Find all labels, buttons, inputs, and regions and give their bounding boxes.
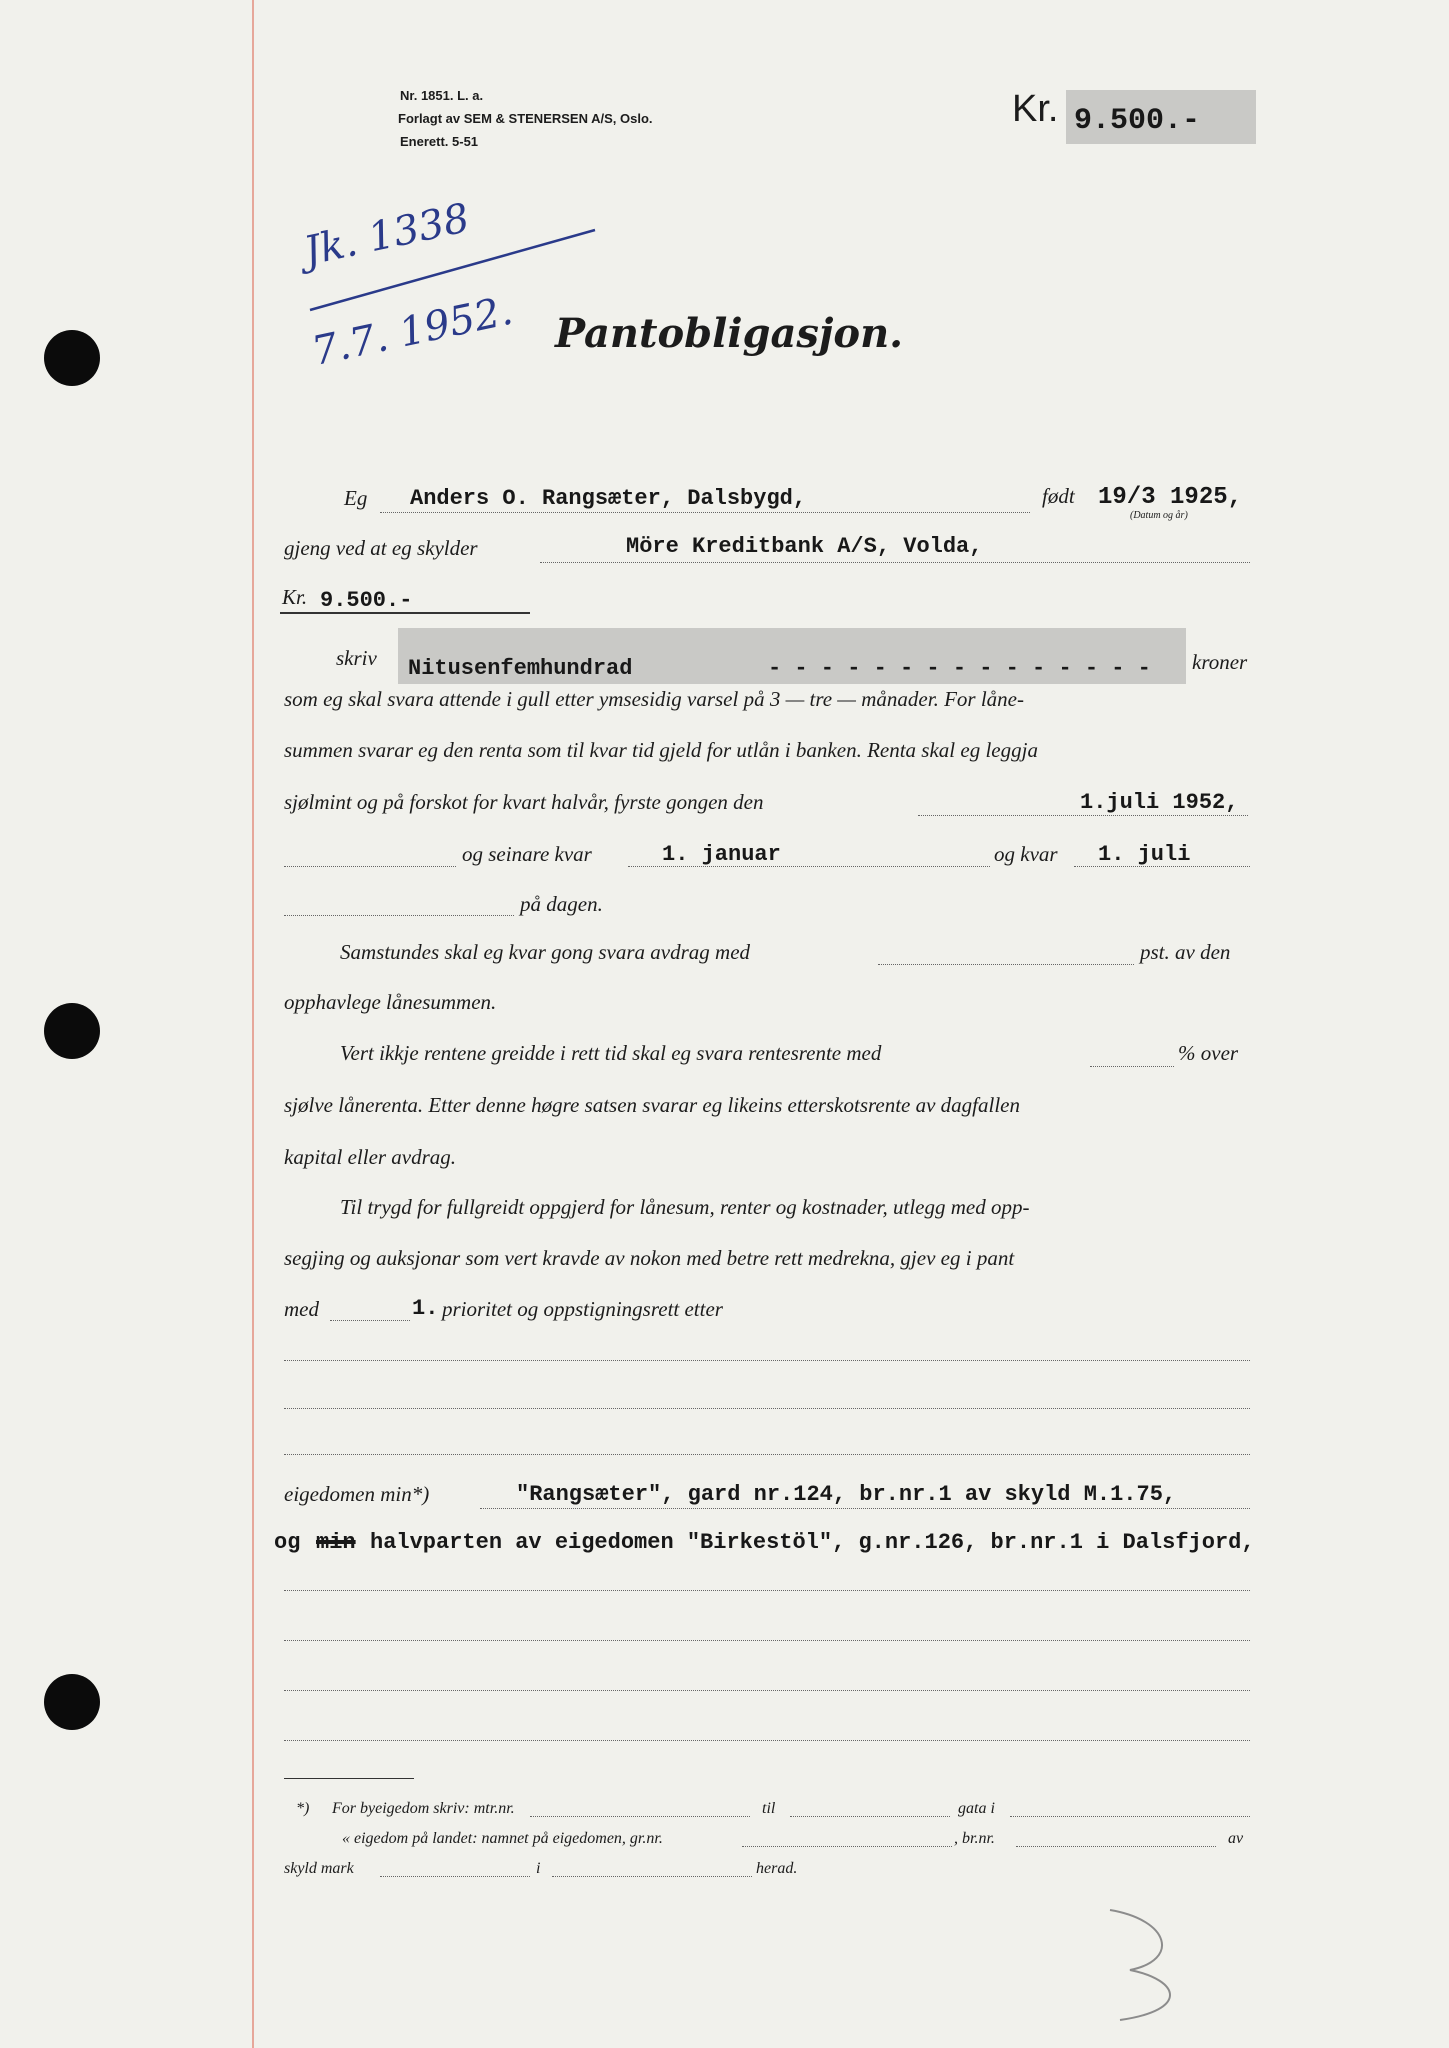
blank-rule	[284, 1454, 1250, 1455]
amount-prefix: Kr.	[282, 585, 308, 609]
interest-rule	[1090, 1066, 1174, 1067]
form-number: Nr. 1851. L. a.	[400, 88, 484, 103]
handwritten-date: 7.7. 1952.	[308, 287, 517, 375]
body-line-6a: Samstundes skal eg kvar gong svara avdrag med	[340, 940, 751, 964]
date-a: 1. januar	[662, 842, 781, 867]
footnote-line-1b: til	[762, 1800, 776, 1817]
handwritten-journal-number: Jk. 1338	[300, 195, 474, 275]
creditor-prefix: gjeng ved at eg skylder	[284, 536, 478, 560]
body-line-4b: og kvar	[994, 842, 1058, 866]
creditor-rule	[540, 562, 1250, 563]
debtor-name: Anders O. Rangsæter, Dalsbygd,	[410, 486, 807, 511]
blank-rule	[284, 1360, 1250, 1361]
body-line-7: opphavlege lånesummen.	[284, 990, 497, 1014]
footnote-rule	[790, 1816, 950, 1817]
installment-rule	[878, 964, 1134, 965]
property-rule-1	[480, 1508, 1250, 1509]
first-date-rule	[918, 815, 1248, 816]
blank-rule	[284, 1690, 1250, 1691]
publisher-line: Forlagt av SEM & STENERSEN A/S, Oslo.	[398, 111, 653, 126]
property-line-2: halvparten av eigedomen "Birkestöl", g.nr.126, br.nr.1 i Dalsfjord,	[370, 1530, 1255, 1555]
blank-rule	[284, 1408, 1250, 1409]
debtor-rule	[380, 512, 1030, 513]
body-line-10: kapital eller avdrag.	[284, 1145, 457, 1169]
punch-hole	[44, 1674, 100, 1730]
born-note: (Datum og år)	[1130, 510, 1188, 521]
born-value: 19/3 1925,	[1098, 484, 1243, 511]
footnote-rule	[552, 1876, 752, 1877]
words-prefix: skriv	[336, 646, 377, 670]
document-title: Pantobligasjon.	[555, 310, 904, 357]
footnote-line-1a: For byeigedom skriv: mtr.nr.	[332, 1800, 515, 1817]
creditor-name: Möre Kreditbank A/S, Volda,	[626, 534, 983, 559]
amount-rule	[280, 612, 530, 614]
words-value: Nitusenfemhundrad	[408, 656, 633, 681]
property-label: eigedomen min*)	[284, 1482, 430, 1506]
punch-hole	[44, 1003, 100, 1059]
property-line-1: "Rangsæter", gard nr.124, br.nr.1 av skyld M.1.75,	[516, 1482, 1177, 1507]
body-line-13b: prioritet og oppstigningsrett etter	[442, 1297, 723, 1321]
header-amount-prefix: Kr.	[1012, 88, 1059, 130]
blank-rule	[284, 1740, 1250, 1741]
footnote-rule	[1010, 1816, 1250, 1817]
amount-value: 9.500.-	[320, 588, 413, 613]
publisher-info	[398, 84, 653, 153]
first-date: 1.juli 1952,	[1080, 790, 1239, 815]
property-struck-word: min	[316, 1530, 356, 1555]
body-line-13a: med	[284, 1297, 319, 1321]
footnote-line-3b: i	[536, 1860, 541, 1877]
footnote-rule	[1016, 1846, 1216, 1847]
born-label: født	[1042, 484, 1075, 508]
debtor-prefix: Eg	[344, 486, 368, 510]
body-line-1: som eg skal svara attende i gull etter ymsesidig varsel på 3 — tre — månader. For låne-	[284, 687, 1024, 711]
body-line-8a: Vert ikkje rentene greidde i rett tid skal eg svara rentesrente med	[340, 1041, 882, 1065]
body-line-9: sjølve lånerenta. Etter denne høgre satsen svarar eg likeins etterskotsrente av dagfallen	[284, 1093, 1021, 1117]
words-suffix: kroner	[1192, 650, 1248, 674]
body-line-5: på dagen.	[520, 892, 603, 916]
line4-lead-rule	[284, 866, 456, 867]
footnote-rule	[530, 1816, 750, 1817]
margin-rule	[252, 0, 254, 2048]
footnote-line-2a: « eigedom på landet: namnet på eigedomen, gr.nr.	[342, 1830, 663, 1847]
body-line-2: summen svarar eg den renta som til kvar tid gjeld for utlån i banken. Renta skal eg leggja	[284, 738, 1038, 762]
body-line-4a: og seinare kvar	[462, 842, 592, 866]
body-line-6b: pst. av den	[1140, 940, 1231, 964]
footnote-rule	[742, 1846, 952, 1847]
footnote-line-2b: , br.nr.	[954, 1830, 995, 1847]
footnote-rule	[380, 1876, 530, 1877]
words-filler: - - - - - - - - - - - - - - -	[768, 656, 1151, 681]
blank-rule	[284, 1590, 1250, 1591]
line5-lead-rule	[284, 915, 514, 916]
pencil-scribble	[1090, 1900, 1210, 2030]
rights-line: Enerett. 5-51	[400, 134, 479, 149]
body-line-11: Til trygd for fullgreidt oppgjerd for lånesum, renter og kostnader, utlegg med opp-	[340, 1195, 1030, 1219]
property-line-2-prefix: og	[274, 1530, 301, 1555]
footnote-separator	[284, 1778, 414, 1779]
body-line-8b: % over	[1178, 1041, 1239, 1065]
punch-hole	[44, 330, 100, 386]
body-line-3: sjølmint og på forskot for kvart halvår, fyrste gongen den	[284, 790, 764, 814]
footnote-line-3c: herad.	[756, 1860, 798, 1877]
blank-rule	[284, 1640, 1250, 1641]
handwritten-strokes	[300, 225, 600, 315]
footnote-line-1c: gata i	[958, 1800, 995, 1817]
date-b: 1. juli	[1098, 842, 1191, 867]
footnote-line-3a: skyld mark	[284, 1860, 354, 1877]
body-line-12: segjing og auksjonar som vert kravde av nokon med betre rett medrekna, gjev eg i pant	[284, 1246, 1015, 1270]
header-amount-value: 9.500.-	[1074, 104, 1201, 138]
footnote-line-2c: av	[1228, 1830, 1244, 1847]
priority-rule	[330, 1320, 410, 1321]
footnote-marker: *)	[296, 1800, 310, 1817]
priority-value: 1.	[412, 1296, 439, 1321]
